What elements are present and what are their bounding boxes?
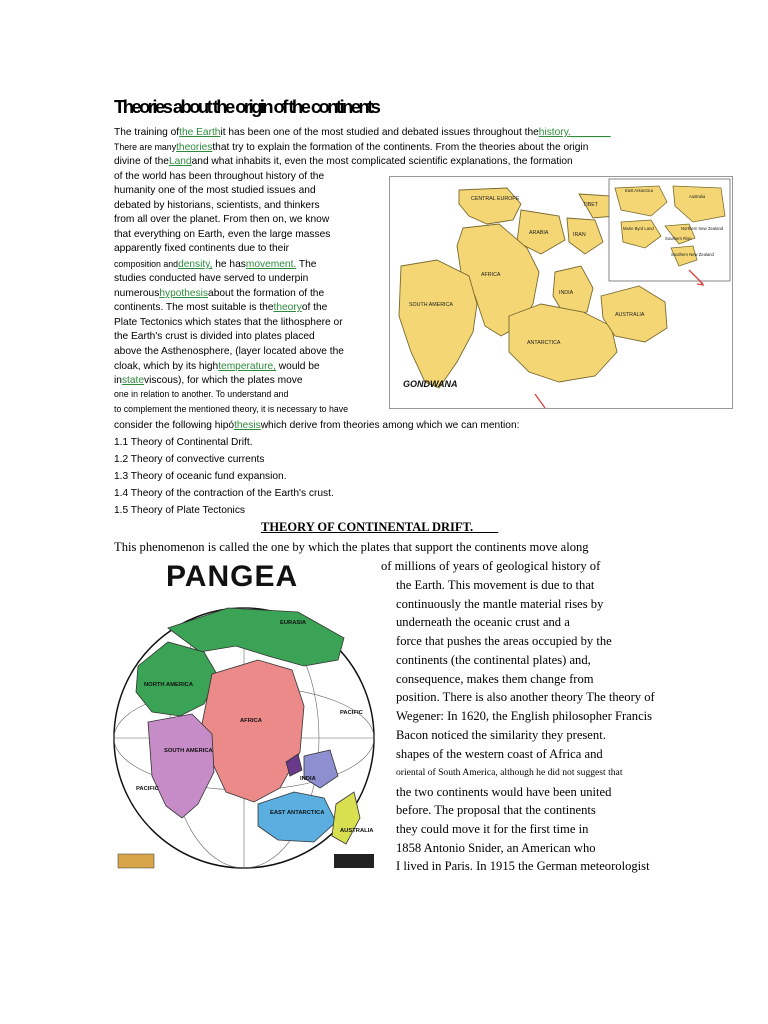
intro-text: one in relation to another. To understand and xyxy=(114,389,289,399)
gondwana-label: INDIA xyxy=(559,290,574,296)
intro-text: consider the following hipó xyxy=(114,420,235,431)
intro-text: The training of xyxy=(114,127,180,138)
drift-line: underneath the oceanic crust and a xyxy=(396,615,570,629)
pangea-label: AUSTRALIA xyxy=(340,828,374,834)
drift-line: shapes of the western coast of Africa and xyxy=(396,747,603,761)
intro-line xyxy=(114,330,315,343)
intro-text: it has been one of the most studied and debated issues throughout the xyxy=(220,127,539,138)
intro-line xyxy=(114,228,330,241)
gondwana-label: AFRICA xyxy=(481,272,501,278)
intro-line xyxy=(114,184,316,197)
intro-line xyxy=(114,374,303,387)
document-title: Theories about the origin of the continents xyxy=(114,96,379,117)
drift-line: force that pushes the areas occupied by the xyxy=(396,634,612,648)
drift-line: of millions of years of geological history of xyxy=(381,559,601,573)
intro-line xyxy=(114,419,519,432)
intro-text: cloak, which by its high xyxy=(114,361,219,372)
gondwana-label: ARABIA xyxy=(529,230,549,236)
intro-line xyxy=(114,199,320,212)
intro-line xyxy=(114,170,324,183)
intro-text: about the formation of the xyxy=(208,288,325,299)
pangea-label: INDIA xyxy=(300,776,316,782)
pangea-map xyxy=(108,556,380,874)
drift-line: the two continents would have been united xyxy=(396,785,612,799)
intro-line xyxy=(114,403,348,416)
gondwana-inset-label: Northern New Zealand xyxy=(681,226,724,231)
pangea-label: PACIFIC xyxy=(340,710,363,716)
drift-line: I lived in Paris. In 1915 the German meteorologist xyxy=(396,859,650,873)
inline-link[interactable]: density, xyxy=(178,259,213,270)
pangea-label: PACIFIC xyxy=(136,786,159,792)
gondwana-label: ANTARCTICA xyxy=(527,340,561,346)
intro-text: studies conducted have served to underpin xyxy=(114,273,309,284)
inline-link[interactable]: theories xyxy=(176,142,213,153)
drift-line: they could move it for the first time in xyxy=(396,822,589,836)
drift-line: before. The proposal that the continents xyxy=(396,803,596,817)
intro-text: The xyxy=(296,259,317,270)
intro-text: above the Asthenosphere, (layer located above the xyxy=(114,346,344,357)
intro-line xyxy=(114,388,288,401)
pangea-logo-right xyxy=(334,854,374,868)
intro-line xyxy=(114,301,327,314)
intro-text: continents. The most suitable is the xyxy=(114,302,274,313)
inline-link[interactable]: Land xyxy=(168,156,192,167)
section-heading: THEORY OF CONTINENTAL DRIFT.____ xyxy=(261,520,499,534)
pangea-logo-left xyxy=(118,854,154,868)
intro-line xyxy=(114,272,308,285)
intro-text: Plate Tectonics which states that the lithosphere or xyxy=(114,317,343,328)
gondwana-inset-label: Southern Rise xyxy=(665,236,692,241)
gondwana-label: SOUTH AMERICA xyxy=(409,302,453,308)
drift-line: Bacon noticed the similarity they present. xyxy=(396,728,606,742)
drift-line: Wegener: In 1620, the English philosopher Francis xyxy=(396,709,653,723)
inline-link[interactable]: thesis xyxy=(234,420,261,431)
intro-text: debated by historians, scientists, and thinkers xyxy=(114,200,320,211)
gondwana-label: IRAN xyxy=(573,232,586,238)
intro-text: divine of the xyxy=(114,156,169,167)
intro-text: the Earth's crust is divided into plates placed xyxy=(114,331,315,342)
gondwana-inset-label: Marie Byrd Land xyxy=(623,226,654,231)
theory-list-item: 1.5 Theory of Plate Tectonics xyxy=(114,505,246,516)
intro-text: apparently fixed continents due to their xyxy=(114,243,289,254)
pangea-label: SOUTH AMERICA xyxy=(164,748,213,754)
drift-line: consequence, makes them change from xyxy=(396,672,594,686)
pangea-label: EURASIA xyxy=(280,620,307,626)
drift-line: position. There is also another theory The theory of xyxy=(396,690,655,704)
drift-line: the Earth. This movement is due to that xyxy=(396,578,595,592)
intro-line xyxy=(114,141,588,154)
drift-line: oriental of South America, although he did not suggest that xyxy=(396,767,623,778)
inline-link[interactable]: history. xyxy=(538,127,571,138)
inline-link[interactable]: theory xyxy=(273,302,302,313)
intro-text: viscous), for which the plates move xyxy=(144,375,303,386)
theory-list-item: 1.3 Theory of oceanic fund expansion. xyxy=(114,471,287,482)
pangea-label: AFRICA xyxy=(240,718,262,724)
intro-text: of the world has been throughout history of the xyxy=(114,171,325,182)
intro-text: which derive from theories among which we can mention: xyxy=(260,420,520,431)
pangea-heading: PANGEA xyxy=(166,560,299,593)
theory-list-item: 1.4 Theory of the contraction of the Earth's crust. xyxy=(114,488,334,499)
intro-text: would be xyxy=(275,361,320,372)
inline-link[interactable]: _______ xyxy=(570,127,611,138)
intro-text: numerous xyxy=(114,288,160,299)
intro-text: composition and xyxy=(114,259,179,269)
gondwana-inset-label: Southern New Zealand xyxy=(671,252,714,257)
intro-line xyxy=(114,126,611,139)
intro-text: that everything on Earth, even the large masses xyxy=(114,229,331,240)
drift-line: continuously the mantle material rises by xyxy=(396,597,604,611)
gondwana-inset-label: East Antarctica xyxy=(625,188,653,193)
intro-line xyxy=(114,242,289,255)
gondwana-inset xyxy=(609,179,730,285)
gondwana-label: AUSTRALIA xyxy=(615,312,645,318)
inline-link[interactable]: temperature, xyxy=(218,361,276,372)
intro-text: There are many xyxy=(114,142,177,152)
intro-text: humanity one of the most studied issues and xyxy=(114,185,316,196)
theory-list-item: 1.1 Theory of Continental Drift. xyxy=(114,437,253,448)
gondwana-map xyxy=(389,176,733,409)
gondwana-label: TIBET xyxy=(583,202,599,208)
inline-link[interactable]: movement. xyxy=(245,259,297,270)
intro-text: to complement the mentioned theory, it is necessary to have xyxy=(114,404,349,414)
gondwana-caption: GONDWANA xyxy=(403,379,458,389)
intro-line xyxy=(114,360,320,373)
inline-link[interactable]: state xyxy=(121,375,145,386)
pangea-label: NORTH AMERICA xyxy=(144,682,194,688)
inline-link[interactable]: the Earth xyxy=(179,127,221,138)
intro-line xyxy=(114,258,316,271)
intro-text: that try to explain the formation of the continents. From the theories about the origin xyxy=(212,142,589,153)
intro-line xyxy=(114,287,324,300)
gondwana-label: CENTRAL EUROPE xyxy=(471,196,520,202)
intro-text: and what inhabits it, even the most complicated scientific explanations, the formation xyxy=(191,156,573,167)
intro-text: in xyxy=(114,375,122,386)
intro-text: of the xyxy=(301,302,328,313)
inline-link[interactable]: hypothesis xyxy=(159,288,209,299)
intro-text: he has xyxy=(212,259,246,270)
intro-line xyxy=(114,316,343,329)
intro-line xyxy=(114,213,329,226)
drift-line: continents (the continental plates) and, xyxy=(396,653,591,667)
theory-list-item: 1.2 Theory of convective currents xyxy=(114,454,265,465)
gondwana-inset-label: Australia xyxy=(689,194,706,199)
drift-line: 1858 Antonio Snider, an American who xyxy=(396,841,596,855)
drift-line: This phenomenon is called the one by which the plates that support the continents move along xyxy=(114,540,589,554)
intro-line xyxy=(114,155,573,168)
intro-text: from all over the planet. From then on, we know xyxy=(114,214,330,225)
intro-line xyxy=(114,345,344,358)
pangea-label: EAST ANTARCTICA xyxy=(270,810,325,816)
